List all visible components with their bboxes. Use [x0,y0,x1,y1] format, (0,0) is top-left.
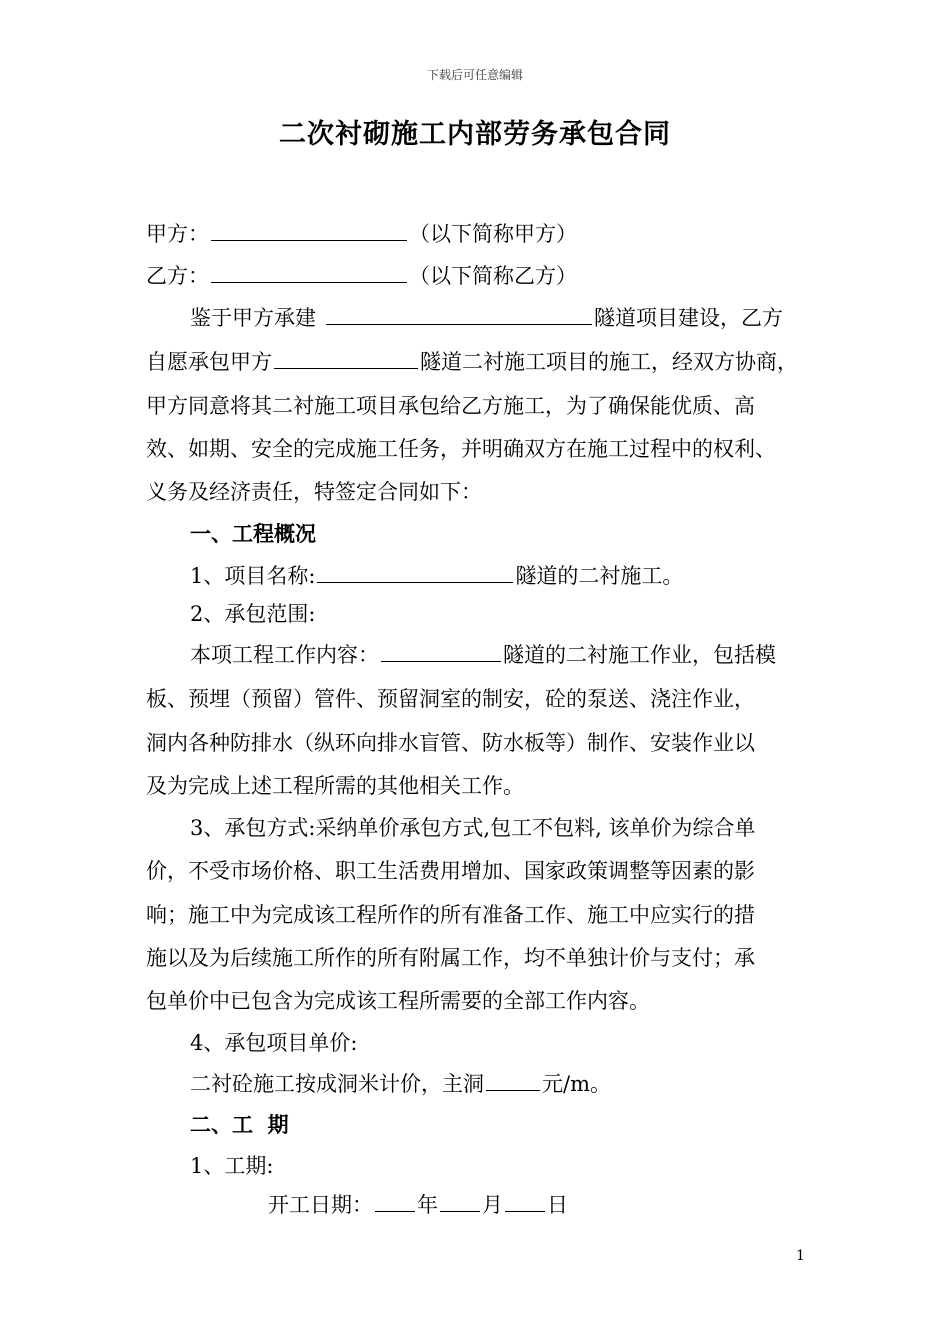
project-blank[interactable] [326,302,592,325]
item-2-scope: 2、承包范围: [190,602,316,626]
day-label: 日 [547,1193,568,1217]
party-a-line [146,218,810,250]
year-blank[interactable] [375,1189,415,1212]
price-text: 二衬砼施工按成洞米计价，主洞 [190,1072,484,1096]
start-date-line [268,1189,932,1221]
section-1-heading: 一、工程概况 [190,521,316,546]
preamble-line-5: 义务及经济责任，特签定合同如下： [146,480,482,504]
price-blank[interactable] [486,1068,540,1091]
price-line [190,1068,854,1100]
preamble-text: 隧道项目建设，乙方 [594,306,783,330]
item-text: 隧道的二衬施工。 [515,564,684,588]
party-a-label: 甲方： [146,222,209,246]
scope-tunnel-blank[interactable] [381,639,501,662]
header-note: 下载后可任意编辑 [426,68,523,82]
preamble-line-2 [146,346,810,378]
item-1-project-name [190,560,854,592]
start-date-label: 开工日期： [268,1193,373,1217]
scope-label: 本项工程工作内容： [190,643,379,667]
item-3-line-1: 3、承包方式:采纳单价承包方式,包工不包料, 该单价为综合单 [190,816,756,840]
scope-line-3: 洞内各种防排水（纵环向排水盲管、防水板等）制作、安装作业以 [146,731,755,755]
preamble-line-1 [190,302,854,334]
day-blank[interactable] [505,1189,545,1212]
page-number: 1 [796,1248,805,1264]
party-a-suffix: （以下简称甲方） [409,222,577,246]
month-blank[interactable] [440,1189,480,1212]
item-3-line-5: 包单价中已包含为完成该工程所需要的全部工作内容。 [146,989,650,1013]
item-3-line-3: 响；施工中为完成该工程所作的所有准备工作、施工中应实行的措 [146,903,755,927]
project-name-blank[interactable] [317,560,513,583]
preamble-text: 自愿承包甲方 [146,350,272,374]
preamble-line-4: 效、如期、安全的完成施工任务，并明确双方在施工过程中的权利、 [146,437,776,461]
item-3-line-2: 价，不受市场价格、职工生活费用增加、国家政策调整等因素的影 [146,859,755,883]
item-label: 1、项目名称: [190,564,316,588]
tunnel-blank[interactable] [274,346,418,369]
price-unit: 元/m。 [542,1072,611,1096]
party-a-blank[interactable] [211,218,407,241]
party-b-label: 乙方： [146,264,209,288]
month-label: 月 [482,1193,503,1217]
document-title: 二次衬砌施工内部劳务承包合同 [279,119,671,150]
year-label: 年 [417,1193,438,1217]
item-4-unit-price: 4、承包项目单价: [190,1031,358,1055]
party-b-blank[interactable] [211,260,407,283]
preamble-text: 隧道二衬施工项目的施工，经双方协商， [420,350,798,374]
scope-line-2: 板、预埋（预留）管件、预留洞室的制安，砼的泵送、浇注作业， [146,687,755,711]
section-2-heading: 二、工 期 [190,1112,289,1137]
scope-line-1 [190,639,854,671]
preamble-line-3: 甲方同意将其二衬施工项目承包给乙方施工，为了确保能优质、高 [146,394,755,418]
party-b-suffix: （以下简称乙方） [409,264,577,288]
scope-text: 隧道的二衬施工作业，包括模 [503,643,776,667]
preamble-text: 鉴于甲方承建 [190,306,316,330]
party-b-line [146,260,810,292]
scope-line-4: 及为完成上述工程所需的其他相关工作。 [146,774,524,798]
item-1-duration: 1、工期: [190,1154,274,1178]
item-3-line-4: 施以及为后续施工所作的所有附属工作，均不单独计价与支付；承 [146,946,755,970]
